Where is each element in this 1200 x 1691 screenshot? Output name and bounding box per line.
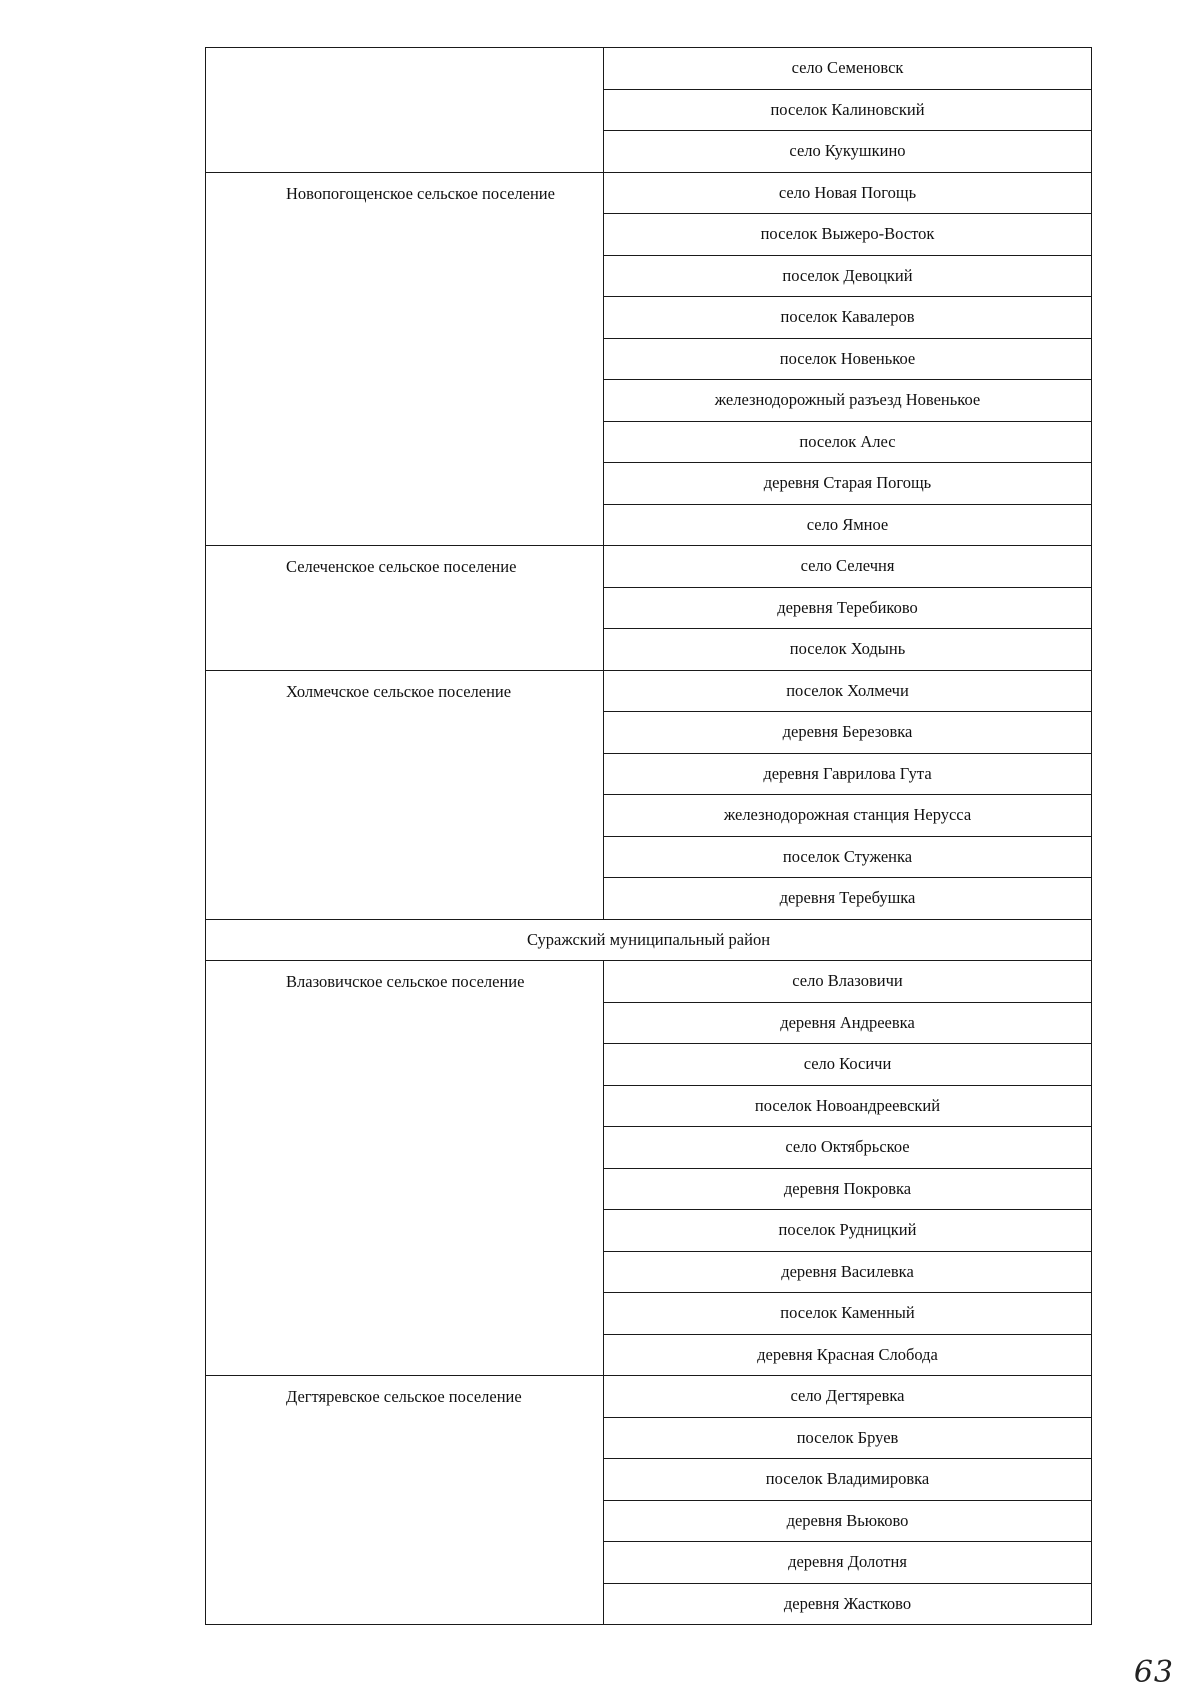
settlement-cell: деревня Теребиково [604, 587, 1092, 629]
table-row [206, 670, 1092, 712]
settlement-cell: поселок Новенькое [604, 338, 1092, 380]
settlement-cell: поселок Каменный [604, 1293, 1092, 1335]
settlement-cell: село Кукушкино [604, 131, 1092, 173]
table-row [206, 1376, 1092, 1418]
settlement-cell: поселок Владимировка [604, 1459, 1092, 1501]
settlement-cell: поселок Алес [604, 421, 1092, 463]
settlement-cell: железнодорожная станция Нерусса [604, 795, 1092, 837]
settlement-cell: село Семеновск [604, 48, 1092, 90]
settlement-cell: поселок Новоандреевский [604, 1085, 1092, 1127]
settlement-cell: село Октябрьское [604, 1127, 1092, 1169]
table-row [206, 919, 1092, 961]
page-number: 63 [1133, 1655, 1174, 1690]
settlement-cell: деревня Василевка [604, 1251, 1092, 1293]
table-row [206, 172, 1092, 214]
settlement-cell: деревня Гаврилова Гута [604, 753, 1092, 795]
settlement-cell: село Новая Погощь [604, 172, 1092, 214]
settlement-cell: деревня Жастково [604, 1583, 1092, 1625]
settlement-cell: поселок Кавалеров [604, 297, 1092, 339]
settlement-cell: поселок Холмечи [604, 670, 1092, 712]
settlement-cell: село Дегтяревка [604, 1376, 1092, 1418]
settlement-cell: деревня Березовка [604, 712, 1092, 754]
municipality-cell: Дегтяревское сельское поселение [206, 1376, 604, 1625]
settlement-cell: село Селечня [604, 546, 1092, 588]
settlement-cell: деревня Старая Погощь [604, 463, 1092, 505]
settlement-cell: деревня Вьюково [604, 1500, 1092, 1542]
settlement-cell: деревня Покровка [604, 1168, 1092, 1210]
settlement-cell: деревня Андреевка [604, 1002, 1092, 1044]
settlement-cell: поселок Девоцкий [604, 255, 1092, 297]
municipality-cell: Селеченское сельское поселение [206, 546, 604, 671]
municipality-cell [206, 48, 604, 173]
settlement-cell: село Влазовичи [604, 961, 1092, 1003]
table-row [206, 546, 1092, 588]
settlement-cell: деревня Красная Слобода [604, 1334, 1092, 1376]
settlement-cell: поселок Стуженка [604, 836, 1092, 878]
settlement-cell: поселок Калиновский [604, 89, 1092, 131]
settlement-cell: село Косичи [604, 1044, 1092, 1086]
settlements-table [205, 47, 1092, 1625]
table-row [206, 961, 1092, 1003]
table-row [206, 48, 1092, 90]
settlement-cell: поселок Выжеро-Восток [604, 214, 1092, 256]
settlement-cell: деревня Теребушка [604, 878, 1092, 920]
settlement-cell: поселок Рудницкий [604, 1210, 1092, 1252]
municipality-cell: Влазовичское сельское поселение [206, 961, 604, 1376]
municipality-cell: Холмечское сельское поселение [206, 670, 604, 919]
settlement-cell: железнодорожный разъезд Новенькое [604, 380, 1092, 422]
settlement-cell: поселок Ходынь [604, 629, 1092, 671]
district-header: Суражский муниципальный район [206, 919, 1092, 961]
settlement-cell: село Ямное [604, 504, 1092, 546]
settlement-cell: деревня Долотня [604, 1542, 1092, 1584]
municipality-cell: Новопогощенское сельское поселение [206, 172, 604, 546]
settlement-cell: поселок Бруев [604, 1417, 1092, 1459]
